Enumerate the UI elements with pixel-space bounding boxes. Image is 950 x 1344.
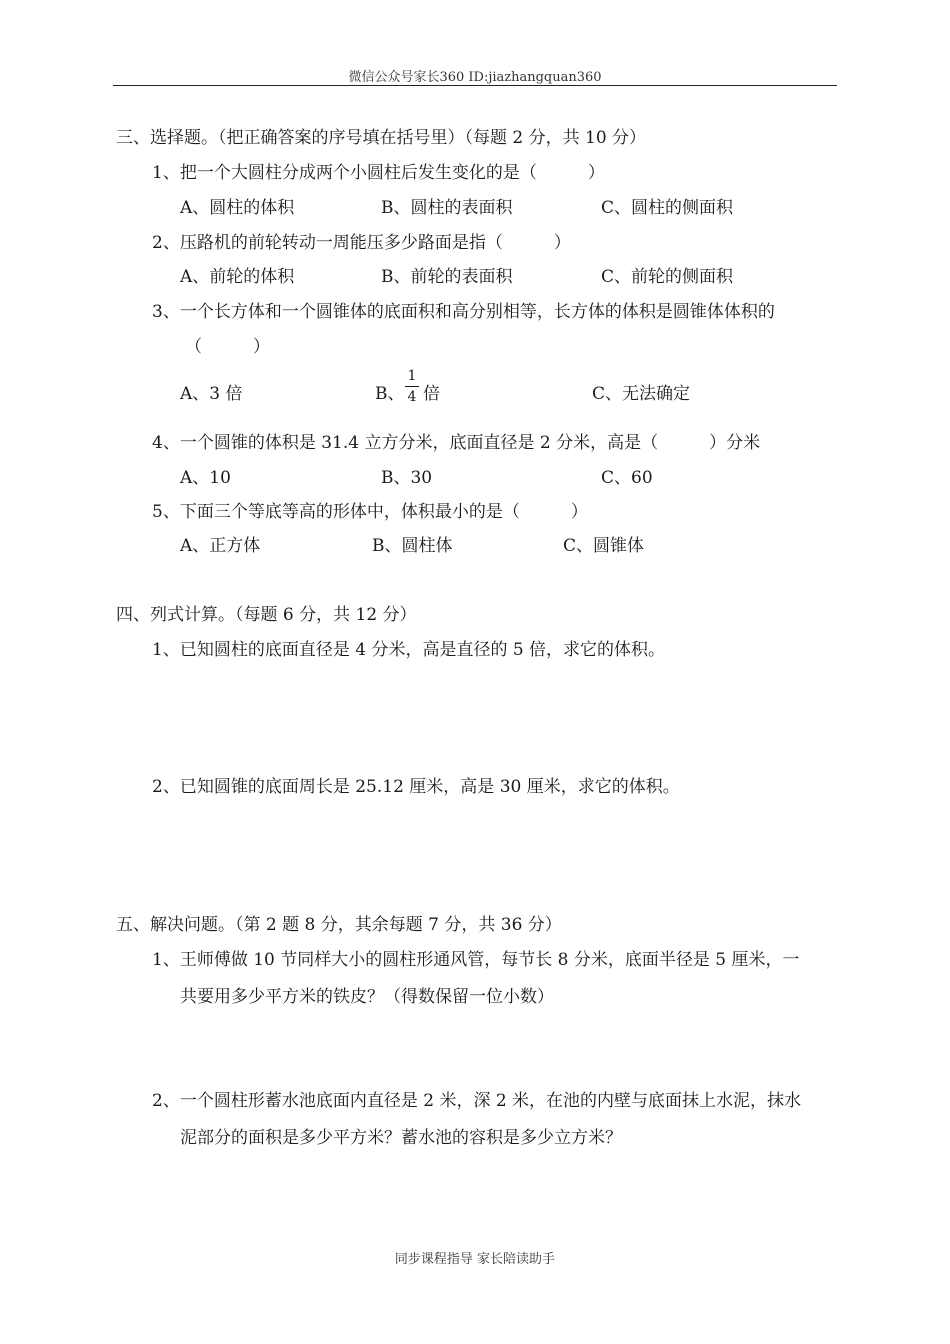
s3-question-3-bracket: （ ）	[185, 337, 270, 357]
s3-q2-option-c: C、前轮的侧面积	[601, 267, 734, 287]
s3-q1-option-a: A、圆柱的体积	[180, 198, 295, 218]
fraction-denominator: 4	[407, 389, 417, 405]
s4-question-1: 1、已知圆柱的底面直径是 4 分米，高是直径的 5 倍，求它的体积。	[152, 640, 666, 660]
section-3-title: 三、选择题。（把正确答案的序号填在括号里）（每题 2 分，共 10 分）	[116, 128, 647, 148]
s3-q3-option-a: A、3 倍	[180, 384, 243, 404]
s3-q4-option-a: A、10	[180, 468, 231, 488]
s3-q3-option-b-suffix: 倍	[423, 384, 440, 404]
s3-q5-option-a: A、正方体	[180, 536, 261, 556]
s3-question-5: 5、下面三个等底等高的形体中，体积最小的是（ ）	[152, 502, 588, 522]
s3-q1-option-c: C、圆柱的侧面积	[601, 198, 734, 218]
s5-question-1-line-1: 1、王师傅做 10 节同样大小的圆柱形通风管，每节长 8 分米，底面半径是 5 厘米，一	[152, 950, 800, 970]
s5-question-1-line-2: 共要用多少平方米的铁皮？（得数保留一位小数）	[180, 987, 554, 1007]
s3-question-4: 4、一个圆锥的体积是 31.4 立方分米，底面直径是 2 分米，高是（ ）分米	[152, 433, 761, 453]
section-4-title: 四、列式计算。（每题 6 分，共 12 分）	[116, 605, 417, 625]
s4-question-2: 2、已知圆锥的底面周长是 25.12 厘米，高是 30 厘米，求它的体积。	[152, 777, 680, 797]
fraction-numerator: 1	[407, 368, 417, 384]
page-header: 微信公众号家长360 ID:jiazhangquan360	[348, 70, 602, 85]
s3-q2-option-a: A、前轮的体积	[180, 267, 295, 287]
s3-q5-option-c: C、圆锥体	[563, 536, 645, 556]
s3-q3-option-b-prefix: B、	[375, 384, 405, 404]
s5-question-2-line-2: 泥部分的面积是多少平方米？蓄水池的容积是多少立方米？	[180, 1128, 622, 1148]
s3-q2-option-b: B、前轮的表面积	[381, 267, 513, 287]
s3-question-1: 1、把一个大圆柱分成两个小圆柱后发生变化的是（ ）	[152, 163, 605, 183]
s3-q4-option-c: C、60	[601, 468, 653, 488]
header-divider	[113, 85, 837, 86]
s3-q1-option-b: B、圆柱的表面积	[381, 198, 513, 218]
fraction-bar	[405, 386, 419, 387]
s3-q4-option-b: B、30	[381, 468, 433, 488]
section-5-title: 五、解决问题。（第 2 题 8 分，其余每题 7 分，共 36 分）	[116, 915, 562, 935]
s3-q3-option-c: C、无法确定	[592, 384, 691, 404]
s3-q3-option-b-fraction	[405, 369, 419, 404]
s5-question-2-line-1: 2、一个圆柱形蓄水池底面内直径是 2 米，深 2 米，在池的内壁与底面抹上水泥，抹水	[152, 1091, 802, 1111]
s3-question-3: 3、一个长方体和一个圆锥体的底面积和高分别相等，长方体的体积是圆锥体体积的	[152, 302, 775, 322]
page-footer: 同步课程指导 家长陪读助手	[394, 1252, 556, 1267]
s3-question-2: 2、压路机的前轮转动一周能压多少路面是指（ ）	[152, 233, 571, 253]
s3-q5-option-b: B、圆柱体	[372, 536, 453, 556]
